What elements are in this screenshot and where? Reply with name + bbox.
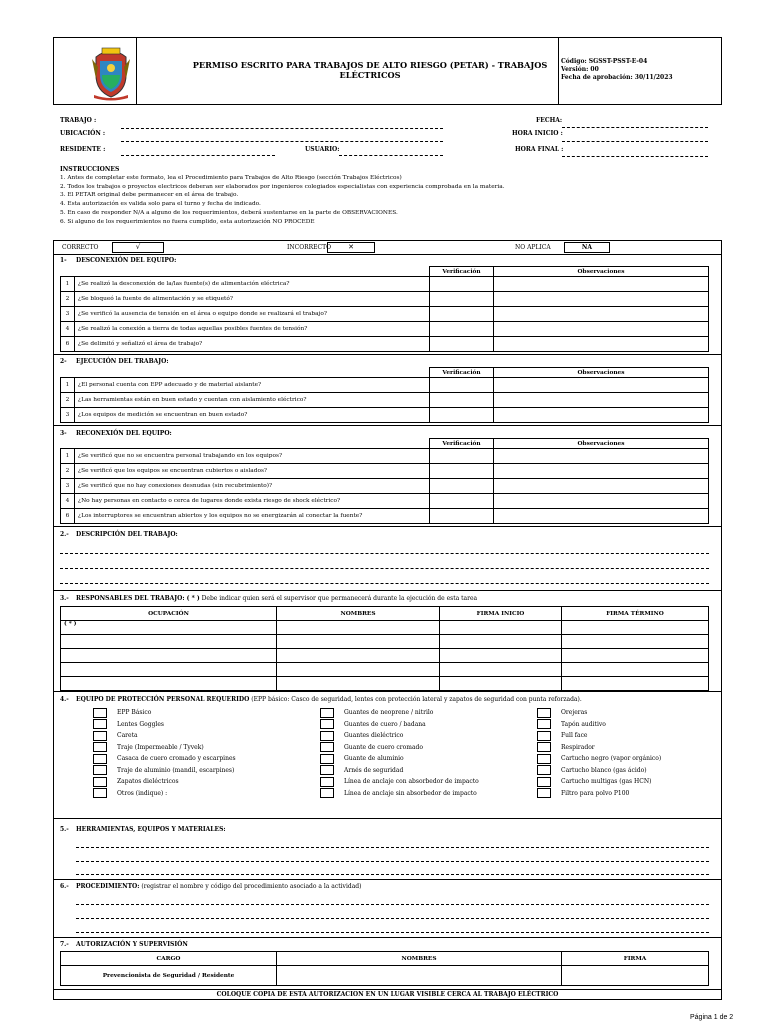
epp-label: Línea de anclaje con absorbedor de impacto [344,778,479,786]
label-ubicacion: UBICACIÓN : [60,130,106,137]
section-2-title: EJECUCIÓN DEL TRABAJO: [76,358,169,365]
verificacion-cell[interactable] [430,337,494,352]
section-1-title: DESCONEXIÓN DEL EQUIPO: [76,257,177,264]
firma-inicio-cell[interactable] [440,649,562,663]
observaciones-cell[interactable] [494,494,709,509]
epp-label: Línea de anclaje sin absorbedor de impacto [344,789,477,797]
epp-item[interactable] [537,776,661,788]
responsables-table [60,606,709,691]
checkbox[interactable] [320,788,334,798]
epp-header [76,696,582,703]
table-row [61,663,709,677]
divider [53,818,722,819]
table-row [61,292,709,307]
epp-item[interactable] [320,719,479,731]
section-3-title: RECONEXIÓN DEL EQUIPO: [76,430,172,437]
descripcion-line[interactable] [60,553,709,554]
checkbox[interactable] [93,742,107,752]
epp-item[interactable] [537,730,661,742]
observaciones-cell[interactable] [494,307,709,322]
epp-num: 4.- [60,696,69,703]
ocupacion-cell[interactable] [61,635,277,649]
epp-label: Guante de cuero cromado [344,743,423,751]
input-fecha[interactable] [562,127,708,128]
nombre-cell[interactable] [277,663,440,677]
firma-inicio-cell[interactable] [440,621,562,635]
table-row [61,494,709,509]
col-observaciones: Observaciones [494,368,709,378]
section-1-table [60,266,709,352]
divider [53,691,722,692]
epp-item[interactable] [93,707,236,719]
firma-termino-cell[interactable] [562,649,709,663]
checkbox[interactable] [320,731,334,741]
legend-correcto-box [112,242,164,253]
firma-termino-cell[interactable] [562,677,709,691]
col-firma-inicio: FIRMA INICIO [440,607,562,621]
row-number: 3 [61,479,75,493]
table-row [61,649,709,663]
section-3-table [60,438,709,524]
divider [53,425,722,426]
epp-label: Cartucho blanco (gas ácido) [561,766,647,774]
checkbox[interactable] [320,765,334,775]
page-number: Página 1 de 2 [690,1014,734,1021]
epp-item[interactable] [320,742,479,754]
label-hora-final: HORA FINAL : [515,146,564,153]
epp-item[interactable] [93,753,236,765]
instructions-title: INSTRUCCIONES [60,166,120,173]
table-row [61,479,709,494]
checkbox[interactable] [320,754,334,764]
checkbox[interactable] [537,731,551,741]
epp-item[interactable] [537,788,661,800]
firma-termino-cell[interactable] [562,635,709,649]
epp-label: Orejeras [561,709,588,717]
col-firma-termino: FIRMA TÉRMINO [562,607,709,621]
verificacion-cell[interactable] [430,509,494,524]
epp-label: Traje de aluminio (mandil, escarpines) [117,766,235,774]
table-row [61,322,709,337]
divider [53,590,722,591]
procedimiento-header [76,883,361,890]
input-usuario[interactable] [339,155,443,156]
col-observaciones: Observaciones [494,267,709,277]
table-row [61,966,709,986]
na-symbol: NA [581,244,593,251]
nombre-cell[interactable] [277,966,562,986]
epp-label: Casaca de cuero cromado y escarpines [117,755,236,763]
checkbox[interactable] [320,742,334,752]
row-number: 2 [61,292,75,306]
verificacion-cell[interactable] [430,292,494,307]
row-number: 4 [61,494,75,508]
doc-version: Versión: 00 [561,66,599,73]
observaciones-cell[interactable] [494,378,709,393]
epp-item[interactable] [93,730,236,742]
herramientas-line[interactable] [76,874,709,875]
row-question: ¿Se realizó la desconexión de la/las fuente(s) de alimentación eléctrica? [78,281,290,287]
procedimiento-note: (registrar el nombre y código del procedimiento asociado a la actividad) [141,883,362,890]
observaciones-cell[interactable] [494,464,709,479]
page-title: PERMISO ESCRITO PARA TRABAJOS DE ALTO RIESGO (PETAR) - TRABAJOS ELÉCTRICOS [192,60,548,80]
divider [53,937,722,938]
table-row [61,464,709,479]
row-number: 3 [61,408,75,422]
check-symbol: √ [135,243,141,251]
epp-label: Guantes de cuero / badana [344,720,426,728]
divider [53,989,722,990]
epp-item[interactable] [537,765,661,777]
descripcion-line[interactable] [60,568,709,569]
legend-incorrecto-box [327,242,375,253]
verificacion-cell[interactable] [430,307,494,322]
epp-label: Cartucho multigas (gas HCN) [561,778,652,786]
herramientas-title: HERRAMIENTAS, EQUIPOS Y MATERIALES: [76,826,226,833]
nombre-cell[interactable] [277,677,440,691]
section-2-num: 2- [60,358,67,365]
epp-item[interactable] [93,765,236,777]
row-number: 4 [61,322,75,336]
checkbox[interactable] [93,731,107,741]
observaciones-cell[interactable] [494,479,709,494]
verificacion-cell[interactable] [430,408,494,423]
epp-item[interactable] [93,742,236,754]
firma-inicio-cell[interactable] [440,635,562,649]
cross-symbol: ✕ [348,243,354,251]
responsables-note: Debe indicar quien será el supervisor que permanecerá durante la ejecución de esta tarea [201,595,478,602]
col-verificacion: Verificación [430,368,494,378]
checkbox[interactable] [93,719,107,729]
procedimiento-line[interactable] [76,918,709,919]
label-residente: RESIDENTE : [60,146,106,153]
checkbox[interactable] [93,754,107,764]
instruction-item: 1. Antes de completar este formato, lea el Procedimiento para Trabajos de Alto Riesgo (sección Trabajos Eléctricos) [60,175,402,181]
descripcion-line[interactable] [60,583,709,584]
checkbox[interactable] [537,708,551,718]
table-row [61,677,709,691]
supervisor-mark: ( * ) [64,621,77,627]
row-number: 2 [61,393,75,407]
ocupacion-cell[interactable] [61,649,277,663]
epp-label: EPP Básico [117,709,152,717]
epp-label: Guante de aluminio [344,755,404,763]
observaciones-cell[interactable] [494,337,709,352]
table-row [61,449,709,464]
verificacion-cell[interactable] [430,479,494,494]
epp-label: Cartucho negro (vapor orgánico) [561,755,662,763]
table-row [61,277,709,292]
header-divider-right [558,37,559,105]
checkbox[interactable] [320,777,334,787]
epp-item[interactable] [537,742,661,754]
checkbox[interactable] [537,765,551,775]
header-divider-left [136,37,137,105]
epp-item[interactable] [320,753,479,765]
divider [53,254,722,255]
procedimiento-line[interactable] [76,904,709,905]
legend-incorrecto-label: INCORRECTO [287,244,332,251]
epp-item[interactable] [93,776,236,788]
epp-label: Full face [561,732,588,740]
observaciones-cell[interactable] [494,292,709,307]
row-question: ¿Se bloqueó la fuente de alimentación y se etiquetó? [78,296,233,302]
input-hora-inicio[interactable] [562,141,708,142]
instruction-item: 2. Todos los trabajos o proyectos electricos deberan ser elaborados por ingenieros colegiados especialistas con experiencia comprobada en la materia. [60,183,505,190]
divider [53,354,722,355]
descripcion-title: DESCRIPCIÓN DEL TRABAJO: [76,531,178,538]
col-nombres: NOMBRES [277,952,562,966]
procedimiento-title: PROCEDIMIENTO: [76,883,140,890]
col-ocupacion: OCUPACIÓN [61,607,277,621]
epp-item[interactable] [320,788,479,800]
checkbox[interactable] [537,788,551,798]
verificacion-cell[interactable] [430,449,494,464]
legend-no-aplica-label: NO APLICA [515,244,551,251]
footer-note: COLOQUE COPIA DE ESTA AUTORIZACION EN UN LUGAR VISIBLE CERCA AL TRABAJO ELÉCTRICO [216,991,559,998]
epp-label: Zapatos dieléctricos [117,778,179,786]
section-3-num: 3- [60,430,67,437]
col-firma: FIRMA [562,952,709,966]
instruction-item: 4. Esta autorización es valida solo para el turno y fecha de indicado. [60,201,261,208]
table-row [61,393,709,408]
table-row [61,307,709,322]
autorizacion-num: 7.- [60,941,69,948]
row-question: ¿Se verificó que no hay conexiones desnudas (sin recubrimiento)? [78,483,273,489]
firma-termino-cell[interactable] [562,663,709,677]
checkbox[interactable] [537,742,551,752]
verificacion-cell[interactable] [430,322,494,337]
row-question: ¿Las herramientas están en buen estado y cuentan con aislamiento eléctrico? [78,397,307,403]
checkbox[interactable] [93,708,107,718]
row-question: ¿Se verificó que no se encuentra personal trabajando en los equipos? [78,453,283,459]
table-row [61,337,709,352]
doc-approval-date: Fecha de aprobación: 30/11/2023 [561,74,673,81]
epp-column-2 [320,707,479,799]
label-hora-inicio: HORA INICIO : [512,130,563,137]
instructions-list [60,174,505,226]
epp-title: EQUIPO DE PROTECCIÓN PERSONAL REQUERIDO [76,696,250,703]
observaciones-cell[interactable] [494,509,709,524]
table-row [61,408,709,423]
firma-inicio-cell[interactable] [440,663,562,677]
checkbox[interactable] [537,754,551,764]
row-question: ¿Se delimitó y señalizó el área de trabajo? [78,341,203,347]
row-number: 1 [61,378,75,392]
procedimiento-num: 6.- [60,883,69,890]
checkbox[interactable] [93,765,107,775]
row-number: 1 [61,277,75,291]
epp-item[interactable] [320,730,479,742]
row-question: ¿Se verificó que los equipos se encuentran cubiertos o aislados? [78,468,268,474]
col-cargo: CARGO [61,952,277,966]
col-nombres: NOMBRES [277,607,440,621]
descripcion-num: 2.- [60,531,69,538]
col-verificacion: Verificación [430,267,494,277]
row-question: ¿No hay personas en contacto o cerca de lugares donde exista riesgo de shock eléctrico? [78,498,341,504]
epp-item[interactable] [537,707,661,719]
epp-label: Guantes dieléctrico [344,732,404,740]
input-residente[interactable] [121,155,275,156]
epp-item[interactable] [537,753,661,765]
section-1-num: 1- [60,257,67,264]
table-row [61,378,709,393]
nombre-cell[interactable] [277,635,440,649]
observaciones-cell[interactable] [494,449,709,464]
label-usuario: USUARIO: [305,146,340,153]
epp-item[interactable] [93,788,236,800]
autorizacion-title: AUTORIZACIÓN Y SUPERVISIÓN [76,941,188,948]
autorizacion-table [60,951,709,986]
verificacion-cell[interactable] [430,464,494,479]
instruction-item: 5. En caso de responder N/A a alguno de los requerimientos, deberá sustentarse en la parte de OBSERVACIONES. [60,209,398,216]
label-trabajo: TRABAJO : [60,117,97,124]
epp-item[interactable] [93,719,236,731]
epp-label: Filtro para polvo P100 [561,789,630,797]
row-number: 2 [61,464,75,478]
input-ubicacion[interactable] [121,141,443,142]
table-row [61,621,709,635]
divider [53,526,722,527]
col-verificacion: Verificación [430,439,494,449]
checkbox[interactable] [93,777,107,787]
epp-label: Respirador [561,743,595,751]
firma-termino-cell[interactable] [562,621,709,635]
row-question: ¿Los interruptores se encuentran abiertos y los equipos no se energizarán al conectar la fuente? [78,513,363,519]
checkbox[interactable] [93,788,107,798]
verificacion-cell[interactable] [430,277,494,292]
row-question: ¿Los equipos de medición se encuentran en buen estado? [78,412,248,418]
epp-item[interactable] [320,776,479,788]
instruction-item: 3. El PETAR original debe permanecer en el área de trabajo. [60,192,239,199]
responsables-num: 3.- [60,595,69,602]
epp-column-1 [93,707,236,799]
firma-inicio-cell[interactable] [440,677,562,691]
epp-column-3 [537,707,661,799]
epp-item[interactable] [537,719,661,731]
instruction-item: 6. Si alguno de los requerimientos no fuera cumplido, esta autorización NO PROCEDE [60,218,315,225]
procedimiento-line[interactable] [76,932,709,933]
responsables-header [76,595,477,602]
coat-of-arms-logo [88,45,134,101]
responsables-title: RESPONSABLES DEL TRABAJO: ( * ) [76,595,200,602]
herramientas-line[interactable] [76,847,709,848]
epp-label: Careta [117,732,138,740]
row-question: ¿Se verificó la ausencia de tensión en el área o equipo donde se realizará el trabajo? [78,311,327,317]
herramientas-num: 5.- [60,826,69,833]
nombre-cell[interactable] [277,621,440,635]
input-trabajo[interactable] [121,128,443,129]
verificacion-cell[interactable] [430,378,494,393]
table-row [61,635,709,649]
section-2-table [60,367,709,423]
table-row [61,509,709,524]
epp-label: Traje (Impermeable / Tyvek) [117,743,204,751]
epp-item[interactable] [320,707,479,719]
row-number: 6 [61,337,75,351]
epp-label: Tapón auditivo [561,720,606,728]
input-hora-final[interactable] [562,156,708,157]
nombre-cell[interactable] [277,649,440,663]
observaciones-cell[interactable] [494,322,709,337]
checkbox[interactable] [320,719,334,729]
row-question: ¿El personal cuenta con EPP adecuado y de material aislante? [78,382,262,388]
checkbox[interactable] [537,719,551,729]
row-number: 1 [61,449,75,463]
epp-label: Lentes Goggles [117,720,164,728]
epp-note: (EPP básico: Casco de seguridad, lentes con protección lateral y zapatos de seguridad con punta reforzada). [251,696,582,703]
epp-label: Guantes de neoprene / nitrilo [344,709,434,717]
col-observaciones: Observaciones [494,439,709,449]
observaciones-cell[interactable] [494,408,709,423]
checkbox[interactable] [320,708,334,718]
observaciones-cell[interactable] [494,393,709,408]
row-number: 3 [61,307,75,321]
divider [53,879,722,880]
label-fecha: FECHA: [536,117,563,124]
cargo-cell: Prevencionista de Seguridad / Residente [61,966,277,986]
herramientas-line[interactable] [76,861,709,862]
legend-no-aplica-box [564,242,610,253]
checkbox[interactable] [537,777,551,787]
observaciones-cell[interactable] [494,277,709,292]
ocupacion-cell[interactable] [61,677,277,691]
row-number: 6 [61,509,75,523]
verificacion-cell[interactable] [430,494,494,509]
doc-code: Código: SGSST-PSST-E-04 [561,58,648,65]
epp-item[interactable] [320,765,479,777]
verificacion-cell[interactable] [430,393,494,408]
row-question: ¿Se realizó la conexión a tierra de todas aquellas posibles fuentes de tensión? [78,326,308,332]
legend-correcto-label: CORRECTO [62,244,99,251]
epp-label: Otros (indique) : [117,789,168,797]
firma-cell[interactable] [562,966,709,986]
ocupacion-cell[interactable] [61,663,277,677]
epp-label: Arnés de seguridad [344,766,404,774]
